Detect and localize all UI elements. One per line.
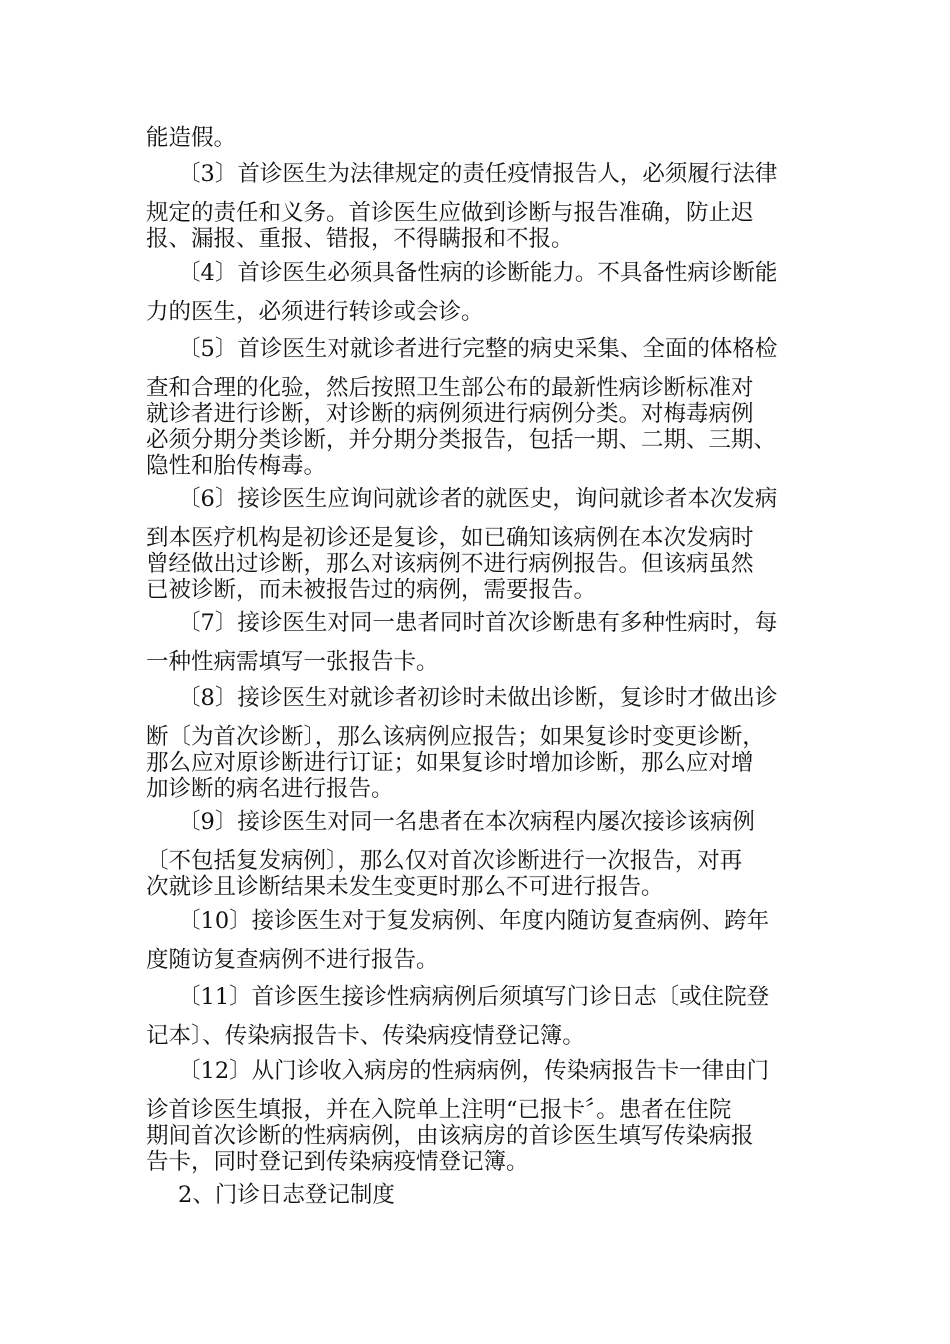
text-line: 告卡，同时登记到传染病疫情登记簿。 — [146, 1149, 529, 1175]
text-line: 规定的责任和义务。首诊医生应做到诊断与报告准确，防止迟 — [146, 200, 754, 226]
text-line: 断〔为首次诊断〕，那么该病例应报告；如果复诊时变更诊断， — [146, 724, 765, 750]
section-heading-text: 2、门诊日志登记制度 — [178, 1182, 395, 1208]
text-line: 〔6〕接诊医生应询问就诊者的就医史，询问就诊者本次发病 — [178, 486, 778, 512]
text-line: 已被诊断，而未被报告过的病例，需要报告。 — [146, 577, 597, 603]
text-line: 那么应对原诊断进行订证；如果复诊时增加诊断，那么应对增 — [146, 750, 754, 776]
text-line: 报、漏报、重报、错报，不得瞒报和不报。 — [146, 226, 574, 252]
text-line: 〔不包括复发病例〕，那么仅对首次诊断进行一次报告，对再 — [146, 848, 743, 874]
text-line: 〔8〕接诊医生对就诊者初诊时未做出诊断，复诊时才做出诊 — [178, 685, 778, 711]
text-line: 就诊者进行诊断，对诊断的病例须进行病例分类。对梅毒病例 — [146, 401, 754, 427]
text-line: 记本〕、传染病报告卡、传染病疫情登记簿。 — [146, 1023, 585, 1049]
text-line: 力的医生，必须进行转诊或会诊。 — [146, 299, 484, 325]
text-line: 诊首诊医生填报，并在入院单上注明“已报卡〞。患者在住院 — [146, 1097, 732, 1123]
text-line: 〔12〕从门诊收入病房的性病病例，传染病报告卡一律由门 — [178, 1058, 770, 1084]
text-line: 次就诊且诊断结果未发生变更时那么不可进行报告。 — [146, 874, 664, 900]
text-line: 隐性和胎传梅毒。 — [146, 453, 327, 479]
text-line: 〔7〕接诊医生对同一患者同时首次诊断患有多种性病时，每 — [178, 610, 778, 636]
text-line: 期间首次诊断的性病病例，由该病房的首诊医生填写传染病报 — [146, 1123, 754, 1149]
text-line: 必须分期分类诊断，并分期分类报告，包括一期、二期、三期、 — [146, 427, 777, 453]
text-line: 到本医疗机构是初诊还是复诊，如已确知该病例在本次发病时 — [146, 525, 754, 551]
text-line: 一种性病需填写一张报告卡。 — [146, 649, 439, 675]
text-line: 〔4〕首诊医生必须具备性病的诊断能力。不具备性病诊断能 — [178, 260, 778, 286]
text-line: 查和合理的化验，然后按照卫生部公布的最新性病诊断标准对 — [146, 375, 754, 401]
text-line: 〔11〕首诊医生接诊性病病例后须填写门诊日志〔或住院登 — [178, 984, 770, 1010]
text-line: 〔3〕首诊医生为法律规定的责任疫情报告人，必须履行法律 — [178, 161, 778, 187]
text-line: 〔9〕接诊医生对同一名患者在本次病程内屡次接诊该病例 — [178, 809, 755, 835]
text-line: 度随访复查病例不进行报告。 — [146, 947, 439, 973]
text-line: 能造假。 — [146, 125, 237, 151]
text-line: 〔5〕首诊医生对就诊者进行完整的病史采集、全面的体格检 — [178, 336, 778, 362]
text-line: 〔10〕接诊医生对于复发病例、年度内随访复查病例、跨年 — [178, 908, 770, 934]
text-line: 曾经做出过诊断，那么对该病例不进行病例报告。但该病虽然 — [146, 551, 754, 577]
text-line: 加诊断的病名进行报告。 — [146, 776, 394, 802]
